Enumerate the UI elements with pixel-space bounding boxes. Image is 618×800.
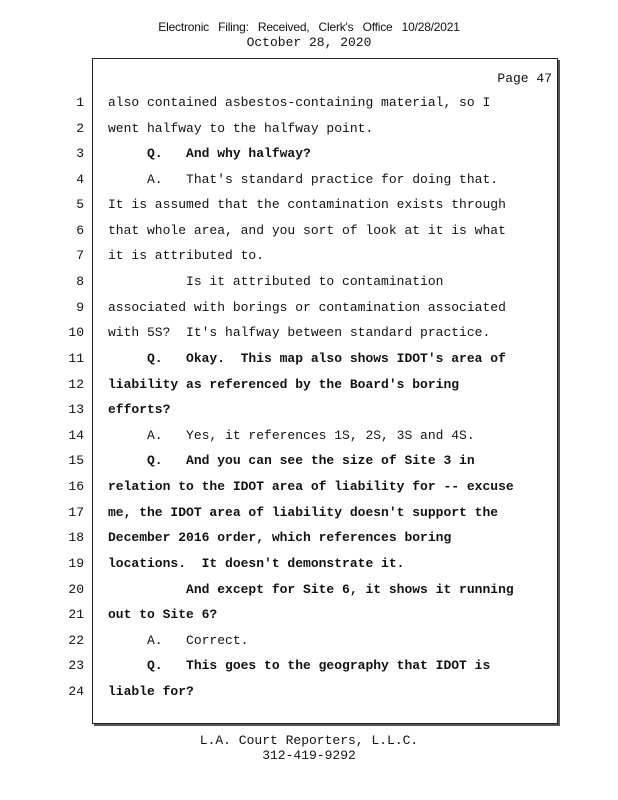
transcript-line: Q. This goes to the geography that IDOT is (108, 658, 491, 673)
transcript-line: A. Correct. (108, 633, 249, 648)
line-number: 21 (68, 607, 84, 622)
transcript-line: out to Site 6? (108, 607, 218, 622)
transcript-line: that whole area, and you sort of look at it is what (108, 223, 506, 238)
line-number: 12 (68, 377, 84, 392)
transcript-date: October 28, 2020 (246, 35, 372, 50)
line-number: 19 (68, 556, 84, 571)
filing-stamp: Electronic Filing: Received, Clerk's Office 10/28/2021 (158, 20, 460, 34)
transcript-line: efforts? (108, 402, 171, 417)
transcript-line: associated with borings or contamination associated (108, 300, 506, 315)
line-number: 22 (68, 633, 84, 648)
transcript-line: A. That's standard practice for doing that. (108, 172, 499, 187)
line-number: 16 (68, 479, 84, 494)
transcript-line: also contained asbestos-containing material, so I (108, 95, 491, 110)
transcript-line: A. Yes, it references 1S, 2S, 3S and 4S. (108, 428, 475, 443)
transcript-line: it is attributed to. (108, 248, 265, 263)
line-number: 6 (76, 223, 84, 238)
page-number: Page 47 (497, 71, 552, 86)
transcript-line: me, the IDOT area of liability doesn't support the (108, 505, 499, 520)
transcript-line: Q. And you can see the size of Site 3 in (108, 453, 475, 468)
line-number: 4 (76, 172, 84, 187)
line-number: 20 (68, 582, 84, 597)
line-number: 5 (76, 197, 84, 212)
line-number: 9 (76, 300, 84, 315)
line-number: 14 (68, 428, 84, 443)
transcript-line: Q. And why halfway? (108, 146, 311, 161)
line-number: 13 (68, 402, 84, 417)
transcript-line: with 5S? It's halfway between standard practice. (108, 325, 491, 340)
transcript-line: liability as referenced by the Board's boring (108, 377, 460, 392)
line-number: 7 (76, 248, 84, 263)
transcript-line: December 2016 order, which references boring (108, 530, 452, 545)
reporter-phone: 312-419-9292 (262, 748, 356, 763)
line-number: 17 (68, 505, 84, 520)
line-number: 2 (76, 121, 84, 136)
line-number: 8 (76, 274, 84, 289)
reporter-company: L.A. Court Reporters, L.L.C. (199, 733, 419, 748)
transcript-line: And except for Site 6, it shows it running (108, 582, 514, 597)
transcript-line: It is assumed that the contamination exists through (108, 197, 506, 212)
transcript-line: Is it attributed to contamination (108, 274, 444, 289)
line-number: 10 (68, 325, 84, 340)
line-number: 1 (76, 95, 84, 110)
transcript-line: relation to the IDOT area of liability for -- excuse (108, 479, 514, 494)
line-number: 15 (68, 453, 84, 468)
line-number: 3 (76, 146, 84, 161)
line-number: 23 (68, 658, 84, 673)
transcript-line: locations. It doesn't demonstrate it. (108, 556, 405, 571)
transcript-line: liable for? (108, 684, 194, 699)
line-number: 24 (68, 684, 84, 699)
line-number: 18 (68, 530, 84, 545)
line-number: 11 (68, 351, 84, 366)
transcript-line: went halfway to the halfway point. (108, 121, 374, 136)
transcript-line: Q. Okay. This map also shows IDOT's area of (108, 351, 506, 366)
